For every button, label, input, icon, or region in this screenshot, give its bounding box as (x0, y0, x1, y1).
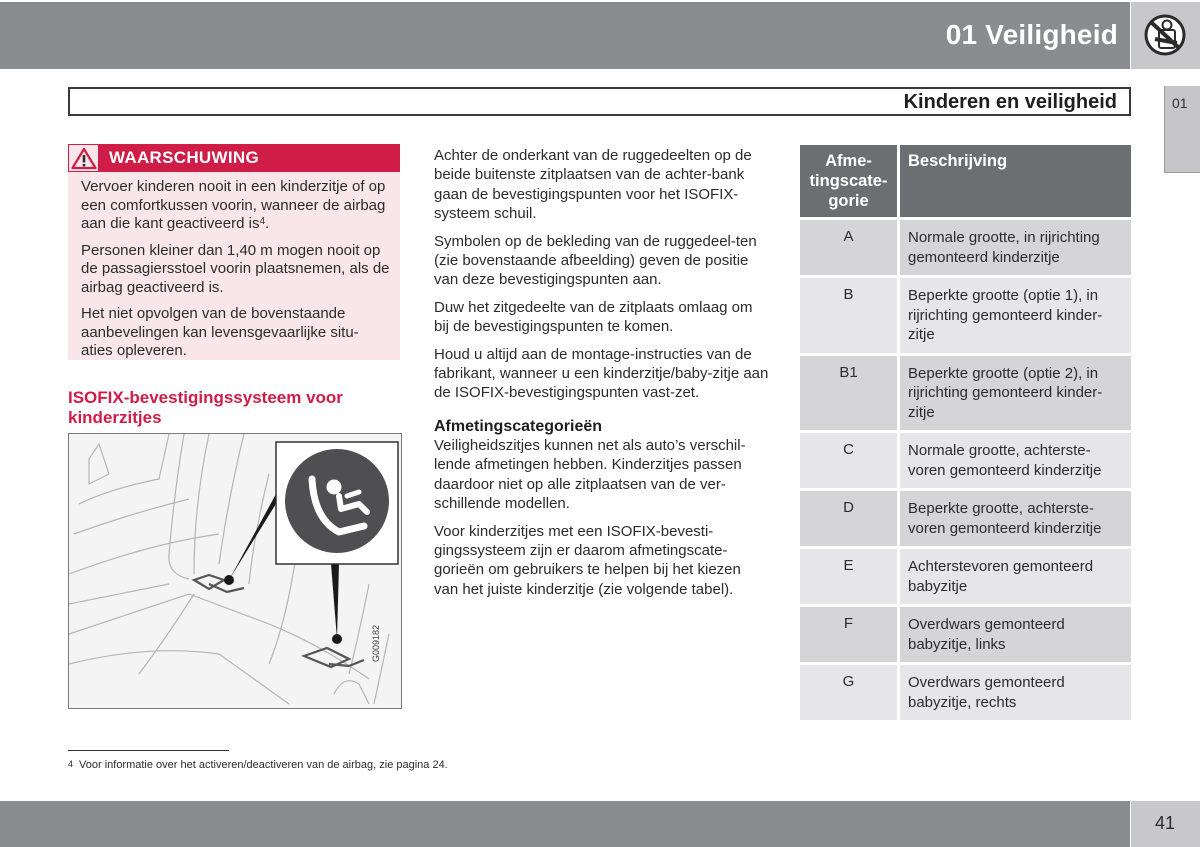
size-category-table (800, 145, 1131, 723)
table-row (800, 549, 1131, 607)
body-paragraph: Voor kinderzitjes met een ISOFIX-bevesti-gingssysteem zijn er daarom afmetingscate-gorieën om gebruikers te helpen bij het kiezen van het juiste kinderzitje (zie volgende tabel). (434, 522, 741, 598)
description-cell: Beperkte grootte (optie 1), in rijrichting gemonteerd kinder-zitje (900, 278, 1131, 353)
warning-text: Vervoer kinderen nooit in een kinderzitje of op een comfortkussen voorin, wanneer de airbag aan die kant geactiveerd is (81, 178, 386, 232)
figure-code: G009182 (371, 624, 381, 662)
isofix-heading: ISOFIX-bevestigingssysteem voor kinderzitjes (68, 388, 343, 427)
body-paragraph: Symbolen op de bekleding van de ruggedeel-ten (zie bovenstaande afbeelding) geven de positie van deze bevestigingspunten aan. (434, 232, 757, 289)
category-cell: D (800, 491, 900, 546)
chapter-header-bar (0, 2, 1130, 69)
isofix-illustration (68, 433, 402, 709)
description-cell: Beperkte grootte (optie 2), in rijrichting gemonteerd kinder-zitje (900, 356, 1131, 431)
footnote-number: 4 (68, 759, 74, 769)
description-cell: Beperkte grootte, achterste-voren gemonteerd kinderzitje (900, 491, 1131, 546)
section-header (68, 87, 1131, 116)
column-header-description: Beschrijving (900, 145, 1131, 217)
seatbelt-prohibited-icon (1143, 13, 1187, 57)
footer-bar (0, 801, 1130, 847)
category-cell: G (800, 665, 900, 720)
warning-header (68, 144, 400, 172)
category-cell: C (800, 433, 900, 488)
warning-body (68, 172, 400, 361)
warning-box (68, 144, 400, 360)
category-cell: F (800, 607, 900, 662)
description-cell: Achterstevoren gemonteerd babyzitje (900, 549, 1131, 604)
side-tab-label: 01 (1172, 95, 1188, 111)
footnote (68, 759, 448, 771)
table-row (800, 491, 1131, 549)
table-row (800, 433, 1131, 491)
main-text-column (434, 146, 769, 607)
body-paragraph: Veiligheidszitjes kunnen net als auto’s verschil-lende afmetingen hebben. Kinderzitjes passen daardoor niet op alle zitplaatsen van de ver-schillende modellen. (434, 436, 746, 513)
warning-icon-box (68, 144, 99, 172)
description-cell: Normale grootte, in rijrichting gemonteerd kinderzitje (900, 220, 1131, 275)
column-header-category: Afme- tingscate- gorie (800, 145, 900, 217)
warning-paragraph: Personen kleiner dan 1,40 m mogen nooit op de passagiersstoel voorin plaatsnemen, als de airbag geactiveerd is. (81, 241, 390, 296)
description-cell: Overdwars gemonteerd babyzitje, rechts (900, 665, 1131, 720)
category-cell: A (800, 220, 900, 275)
chapter-title: 01 Veiligheid (945, 19, 1118, 50)
table-row (800, 607, 1131, 665)
body-paragraph: Houd u altijd aan de montage-instructies van de fabrikant, wanneer u een kinderzitje/baby-zitje aan de ISOFIX-bevestigingspunten vast-zet. (434, 345, 769, 402)
description-cell: Overdwars gemonteerd babyzitje, links (900, 607, 1131, 662)
page-number-box (1131, 801, 1200, 847)
section-title: Kinderen en veiligheid (903, 91, 1117, 113)
category-cell: B1 (800, 356, 900, 431)
footnote-ref[interactable]: 4 (259, 216, 266, 227)
warning-paragraph (81, 178, 390, 234)
chapter-icon-box (1131, 2, 1200, 69)
warning-text-tail: . (265, 215, 270, 232)
table-row (800, 278, 1131, 356)
subheading: Afmetingscategorieën (434, 417, 603, 435)
footnote-divider (68, 750, 229, 751)
category-cell: E (800, 549, 900, 604)
body-paragraph: Duw het zitgedeelte van de zitplaats omlaag om bij de bevestigingspunten te komen. (434, 298, 753, 336)
table-row (800, 356, 1131, 434)
rear-seat-illustration (69, 434, 402, 709)
body-paragraph: Achter de onderkant van de ruggedeelten op de beide buitenste zitplaatsen van de achter-bank gaan de bevestigingspunten voor het ISOFIX-systeem schuil. (434, 147, 752, 223)
page-number: 41 (1155, 813, 1176, 833)
warning-label: WAARSCHUWING (109, 148, 259, 167)
table-row (800, 665, 1131, 723)
chapter-side-tab[interactable] (1164, 86, 1200, 173)
footnote-text: Voor informatie over het activeren/deactiveren van de airbag, zie pagina 24. (79, 759, 448, 771)
table-row (800, 220, 1131, 278)
table-header-row (800, 145, 1131, 220)
warning-triangle-icon (71, 147, 97, 170)
description-cell: Normale grootte, achterste-voren gemonteerd kinderzitje (900, 433, 1131, 488)
warning-paragraph: Het niet opvolgen van de bovenstaande aanbevelingen kan levensgevaarlijke situ-aties opleveren. (81, 305, 359, 359)
category-cell: B (800, 278, 900, 353)
